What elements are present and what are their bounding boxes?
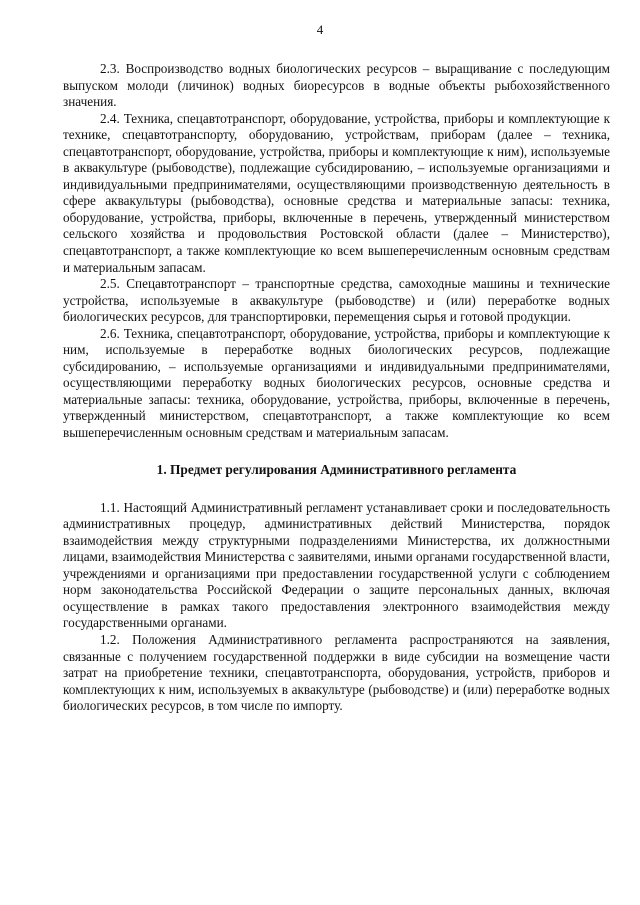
paragraph-2-4: 2.4. Техника, спецавтотранспорт, оборудование, устройства, приборы и комплектующие к технике, спецавтотранспорту, оборудованию, устройствам, приборам (далее – техника, спецавтотранспорт, оборудование, устройства, приборы и комплектующие к ним), используемые в аквакультуре (рыбоводстве), подлежащие субсидированию, – используемые организациями и индивидуальными предпринимателями, осуществляющими производственную деятельность в сфере аквакультуры (рыбоводства), основные средства и материальные запасы: техника, оборудование, устройства, приборы, включенные в перечень, утвержденный министерством сельского хозяйства и продовольствия Ростовской области (далее – Министерство), спецавтотранспорт, а также комплектующие ко всем вышеперечисленным основным средствам и материальным запасам. <box>63 110 610 275</box>
paragraph-2-5: 2.5. Спецавтотранспорт – транспортные средства, самоходные машины и технические устройства, используемые в аквакультуре (рыбоводстве) и (или) переработке водных биологических ресурсов, для транспортировки, перемещения сырья и готовой продукции. <box>63 276 610 325</box>
paragraph-2-3: 2.3. Воспроизводство водных биологических ресурсов – выращивание с последующим выпуском молоди (личинок) водных биоресурсов в водные объекты рыбохозяйственного значения. <box>63 61 610 110</box>
paragraph-2-6: 2.6. Техника, спецавтотранспорт, оборудование, устройства, приборы и комплектующие к ним, используемые в переработке водных биологических ресурсов, подлежащие субсидированию, – используемые организациями и индивидуальными предпринимателями, осуществляющими переработку водных биологических ресурсов, основные средства и материальные запасы: техника, оборудование, устройства, приборы, включенные в перечень, утвержденный министерством, спецавтотранспорт, а также комплектующие ко всем вышеперечисленным основным средствам и материальным запасам. <box>63 325 610 441</box>
section-heading: 1. Предмет регулирования Административного регламента <box>156 461 517 477</box>
page-number: 4 <box>316 22 324 37</box>
document-body <box>63 61 610 715</box>
paragraph-1-1: 1.1. Настоящий Административный регламент устанавливает сроки и последовательность административных процедур, административных действий Министерства, порядок взаимодействия между структурными подразделениями Министерства, их должностными лицами, взаимодействия Министерства с заявителями, иными органами государственной власти, учреждениями и организациями при предоставлении государственной услуги с соблюдением норм законодательства Российской Федерации о защите персональных данных, включая осуществление в рамках такого предоставления электронного взаимодействия между государственными органами. <box>63 499 610 631</box>
paragraph-1-2: 1.2. Положения Административного регламента распространяются на заявления, связанные с получением государственной поддержки в виде субсидии на возмещение части затрат на приобретение техники, спецавтотранспорта, оборудования, устройств, приборов и комплектующих к ним, используемых в аквакультуре (рыбоводстве) и (или) переработке водных биологических ресурсов, в том числе по импорту. <box>63 631 610 714</box>
